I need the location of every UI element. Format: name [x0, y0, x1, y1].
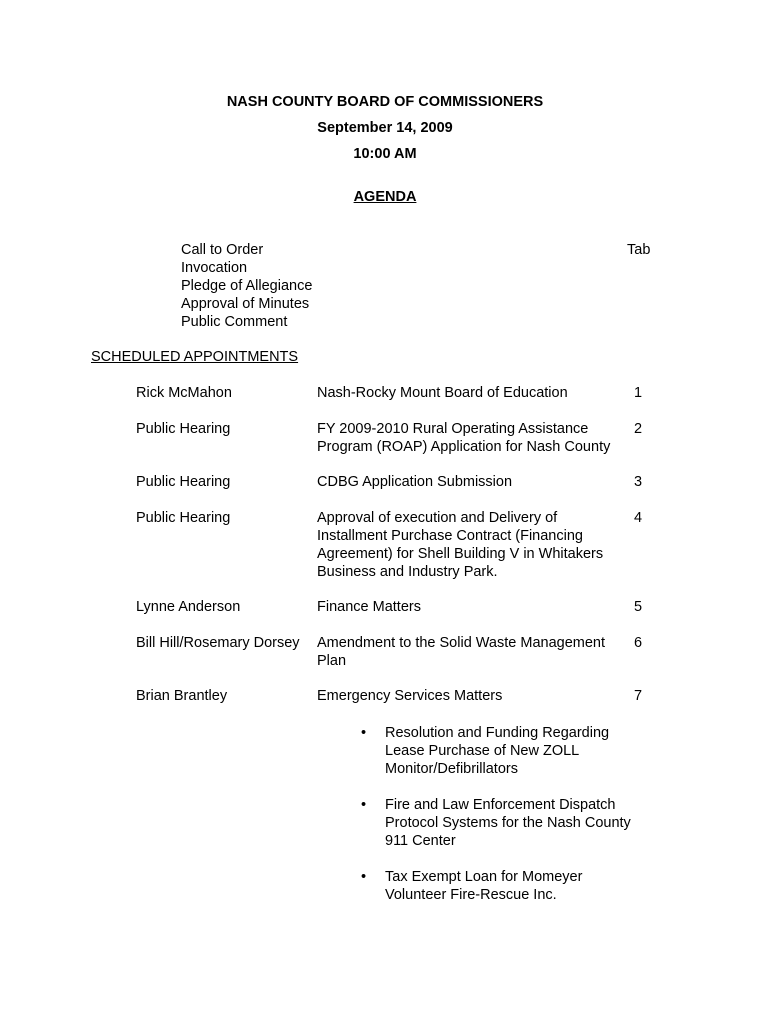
appointment-tab-number: 1 — [634, 385, 643, 401]
appointment-presenter: Public Hearing — [136, 421, 231, 437]
bullet-item — [358, 868, 638, 904]
bullet-text: Tax Exempt Loan for Momeyer Volunteer Fire-Rescue Inc. — [385, 869, 583, 903]
bullet-text: Resolution and Funding Regarding Lease Purchase of New ZOLL Monitor/Defibrillators — [385, 725, 610, 777]
bullet-icon: • — [361, 725, 367, 741]
appointment-tab-number: 4 — [634, 510, 643, 526]
opening-item: Invocation — [181, 260, 248, 276]
appointment-topic: Emergency Services Matters — [317, 688, 503, 704]
appointment-presenter: Public Hearing — [136, 510, 231, 526]
appointment-presenter: Public Hearing — [136, 474, 231, 490]
emergency-services-bullet-list — [358, 724, 638, 922]
appointment-topic: Amendment to the Solid Waste Management Plan — [317, 635, 606, 669]
meeting-time: 10:00 AM — [353, 146, 417, 162]
appointment-presenter: Bill Hill/Rosemary Dorsey — [136, 635, 300, 651]
appointment-topic: Finance Matters — [317, 599, 421, 615]
appointment-presenter: Lynne Anderson — [136, 599, 241, 615]
opening-item: Public Comment — [181, 314, 288, 330]
bullet-icon: • — [361, 869, 367, 885]
agenda-heading: AGENDA — [353, 189, 417, 205]
meeting-date: September 14, 2009 — [317, 120, 453, 136]
bullet-item — [358, 796, 638, 850]
bullet-icon: • — [361, 797, 367, 813]
appointment-tab-number: 7 — [634, 688, 643, 704]
appointment-topic: Approval of execution and Delivery of Installment Purchase Contract (Financing Agreement) for Shell Building V in Whitakers Business and Industry Park. — [317, 510, 604, 580]
opening-items-list — [181, 241, 312, 331]
appointment-topic: CDBG Application Submission — [317, 474, 513, 490]
appointment-presenter: Brian Brantley — [136, 688, 228, 704]
appointment-topic: FY 2009-2010 Rural Operating Assistance Program (ROAP) Application for Nash County — [317, 421, 611, 455]
appointment-presenter: Rick McMahon — [136, 385, 232, 401]
appointment-tab-number: 2 — [634, 421, 643, 437]
opening-item: Approval of Minutes — [181, 296, 310, 312]
section-title-scheduled-appointments: SCHEDULED APPOINTMENTS — [91, 349, 299, 365]
appointment-topic: Nash-Rocky Mount Board of Education — [317, 385, 568, 401]
document-title: NASH COUNTY BOARD OF COMMISSIONERS — [226, 94, 544, 110]
opening-item: Call to Order — [181, 242, 264, 258]
tab-column-header: Tab — [627, 242, 651, 258]
appointment-tab-number: 6 — [634, 635, 643, 651]
bullet-item — [358, 724, 638, 778]
appointment-tab-number: 5 — [634, 599, 643, 615]
opening-item: Pledge of Allegiance — [181, 278, 313, 294]
bullet-text: Fire and Law Enforcement Dispatch Protocol Systems for the Nash County 911 Center — [385, 797, 631, 849]
appointment-tab-number: 3 — [634, 474, 643, 490]
